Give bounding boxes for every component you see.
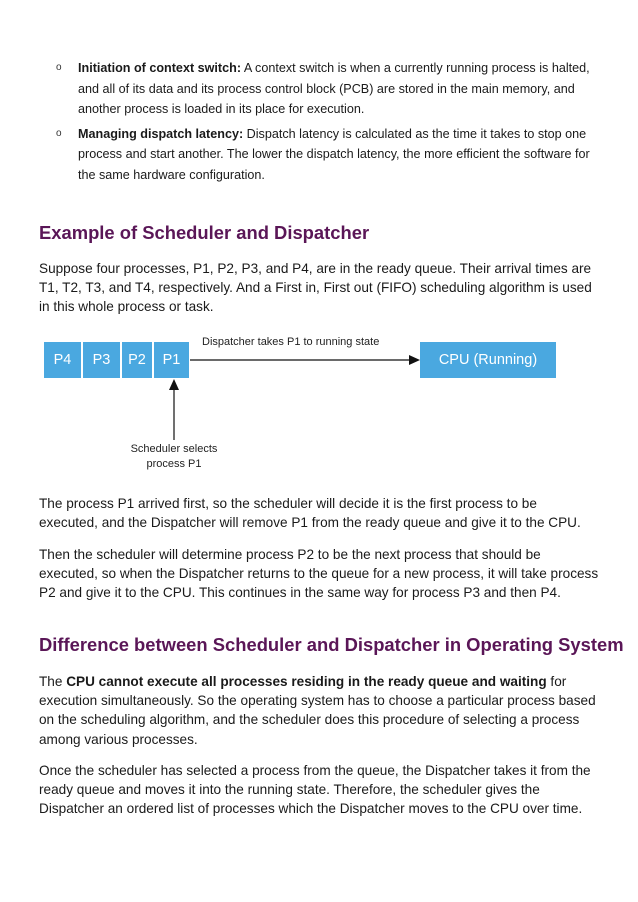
queue-box-p2: P2 xyxy=(122,342,152,378)
section-heading-difference: Difference between Scheduler and Dispatcher in Operating System xyxy=(39,634,624,655)
queue-box-p1: P1 xyxy=(154,342,189,378)
paragraph-p2-next: Then the scheduler will determine process P2 to be the next process that should be executed, so when the Dispatcher returns to the queue for a new process, it will take process P2 and give it to the CPU. This continues in the same way for process P3 and then P4. xyxy=(39,547,599,601)
para-text-pre: The xyxy=(39,674,67,689)
para-text-post: for execution simultaneously. So the operating system has to choose a particular process based on the scheduling algorithm, and the scheduler does this procedure of selecting a process among various processes. xyxy=(39,674,596,747)
paragraph-example-intro: Suppose four processes, P1, P2, P3, and P4, are in the ready queue. Their arrival times are T1, T2, T3, and T4, respectively. And a First in, First out (FIFO) scheduling algorithm is used in this whole process or task. xyxy=(39,261,592,315)
bullet-marker: o xyxy=(56,62,62,73)
scheduler-dispatcher-diagram xyxy=(40,334,600,484)
bullet-item-dispatch-latency xyxy=(56,124,596,186)
bullet-term: Managing dispatch latency: xyxy=(78,126,244,141)
paragraph-dispatcher-moves: Once the scheduler has selected a process from the queue, the Dispatcher takes it from the ready queue and moves it into the running state. Therefore, the scheduler gives the Dispatcher an ordered list of processes which the Dispatcher moves to the CPU over time. xyxy=(39,763,591,817)
scheduler-label: Scheduler selects process P1 xyxy=(130,443,218,470)
bullet-text: Dispatch latency is calculated as the time it takes to stop one process and start another. The lower the dispatch latency, the more efficient the software for the same hardware configuration. xyxy=(78,126,590,182)
cpu-running-box: CPU (Running) xyxy=(420,342,556,378)
bullet-marker: o xyxy=(56,127,62,139)
bullet-term: Initiation of context switch: xyxy=(78,61,242,75)
bullet-item-context-switch xyxy=(56,58,596,120)
dispatcher-label: Dispatcher takes P1 to running state xyxy=(202,336,380,348)
dispatch-arrow xyxy=(190,355,420,365)
scheduler-arrow xyxy=(169,379,179,440)
section-heading-example: Example of Scheduler and Dispatcher xyxy=(39,222,370,243)
paragraph-p1-arrived: The process P1 arrived first, so the scheduler will decide it is the first process to be executed, and the Dispatcher will remove P1 from the ready queue and give it to the CPU. xyxy=(39,496,581,531)
paragraph-cpu-cannot-execute xyxy=(39,672,599,749)
queue-box-p3: P3 xyxy=(83,342,120,378)
bullet-text: A context switch is when a currently running process is halted, and all of its data and its process control block (PCB) are stored in the main memory, and another process is loaded in its place for execution. xyxy=(78,61,590,116)
para-text-bold: CPU cannot execute all processes residing in the ready queue and waiting xyxy=(66,674,547,689)
bullet-list xyxy=(56,58,596,189)
queue-box-p4: P4 xyxy=(44,342,81,378)
